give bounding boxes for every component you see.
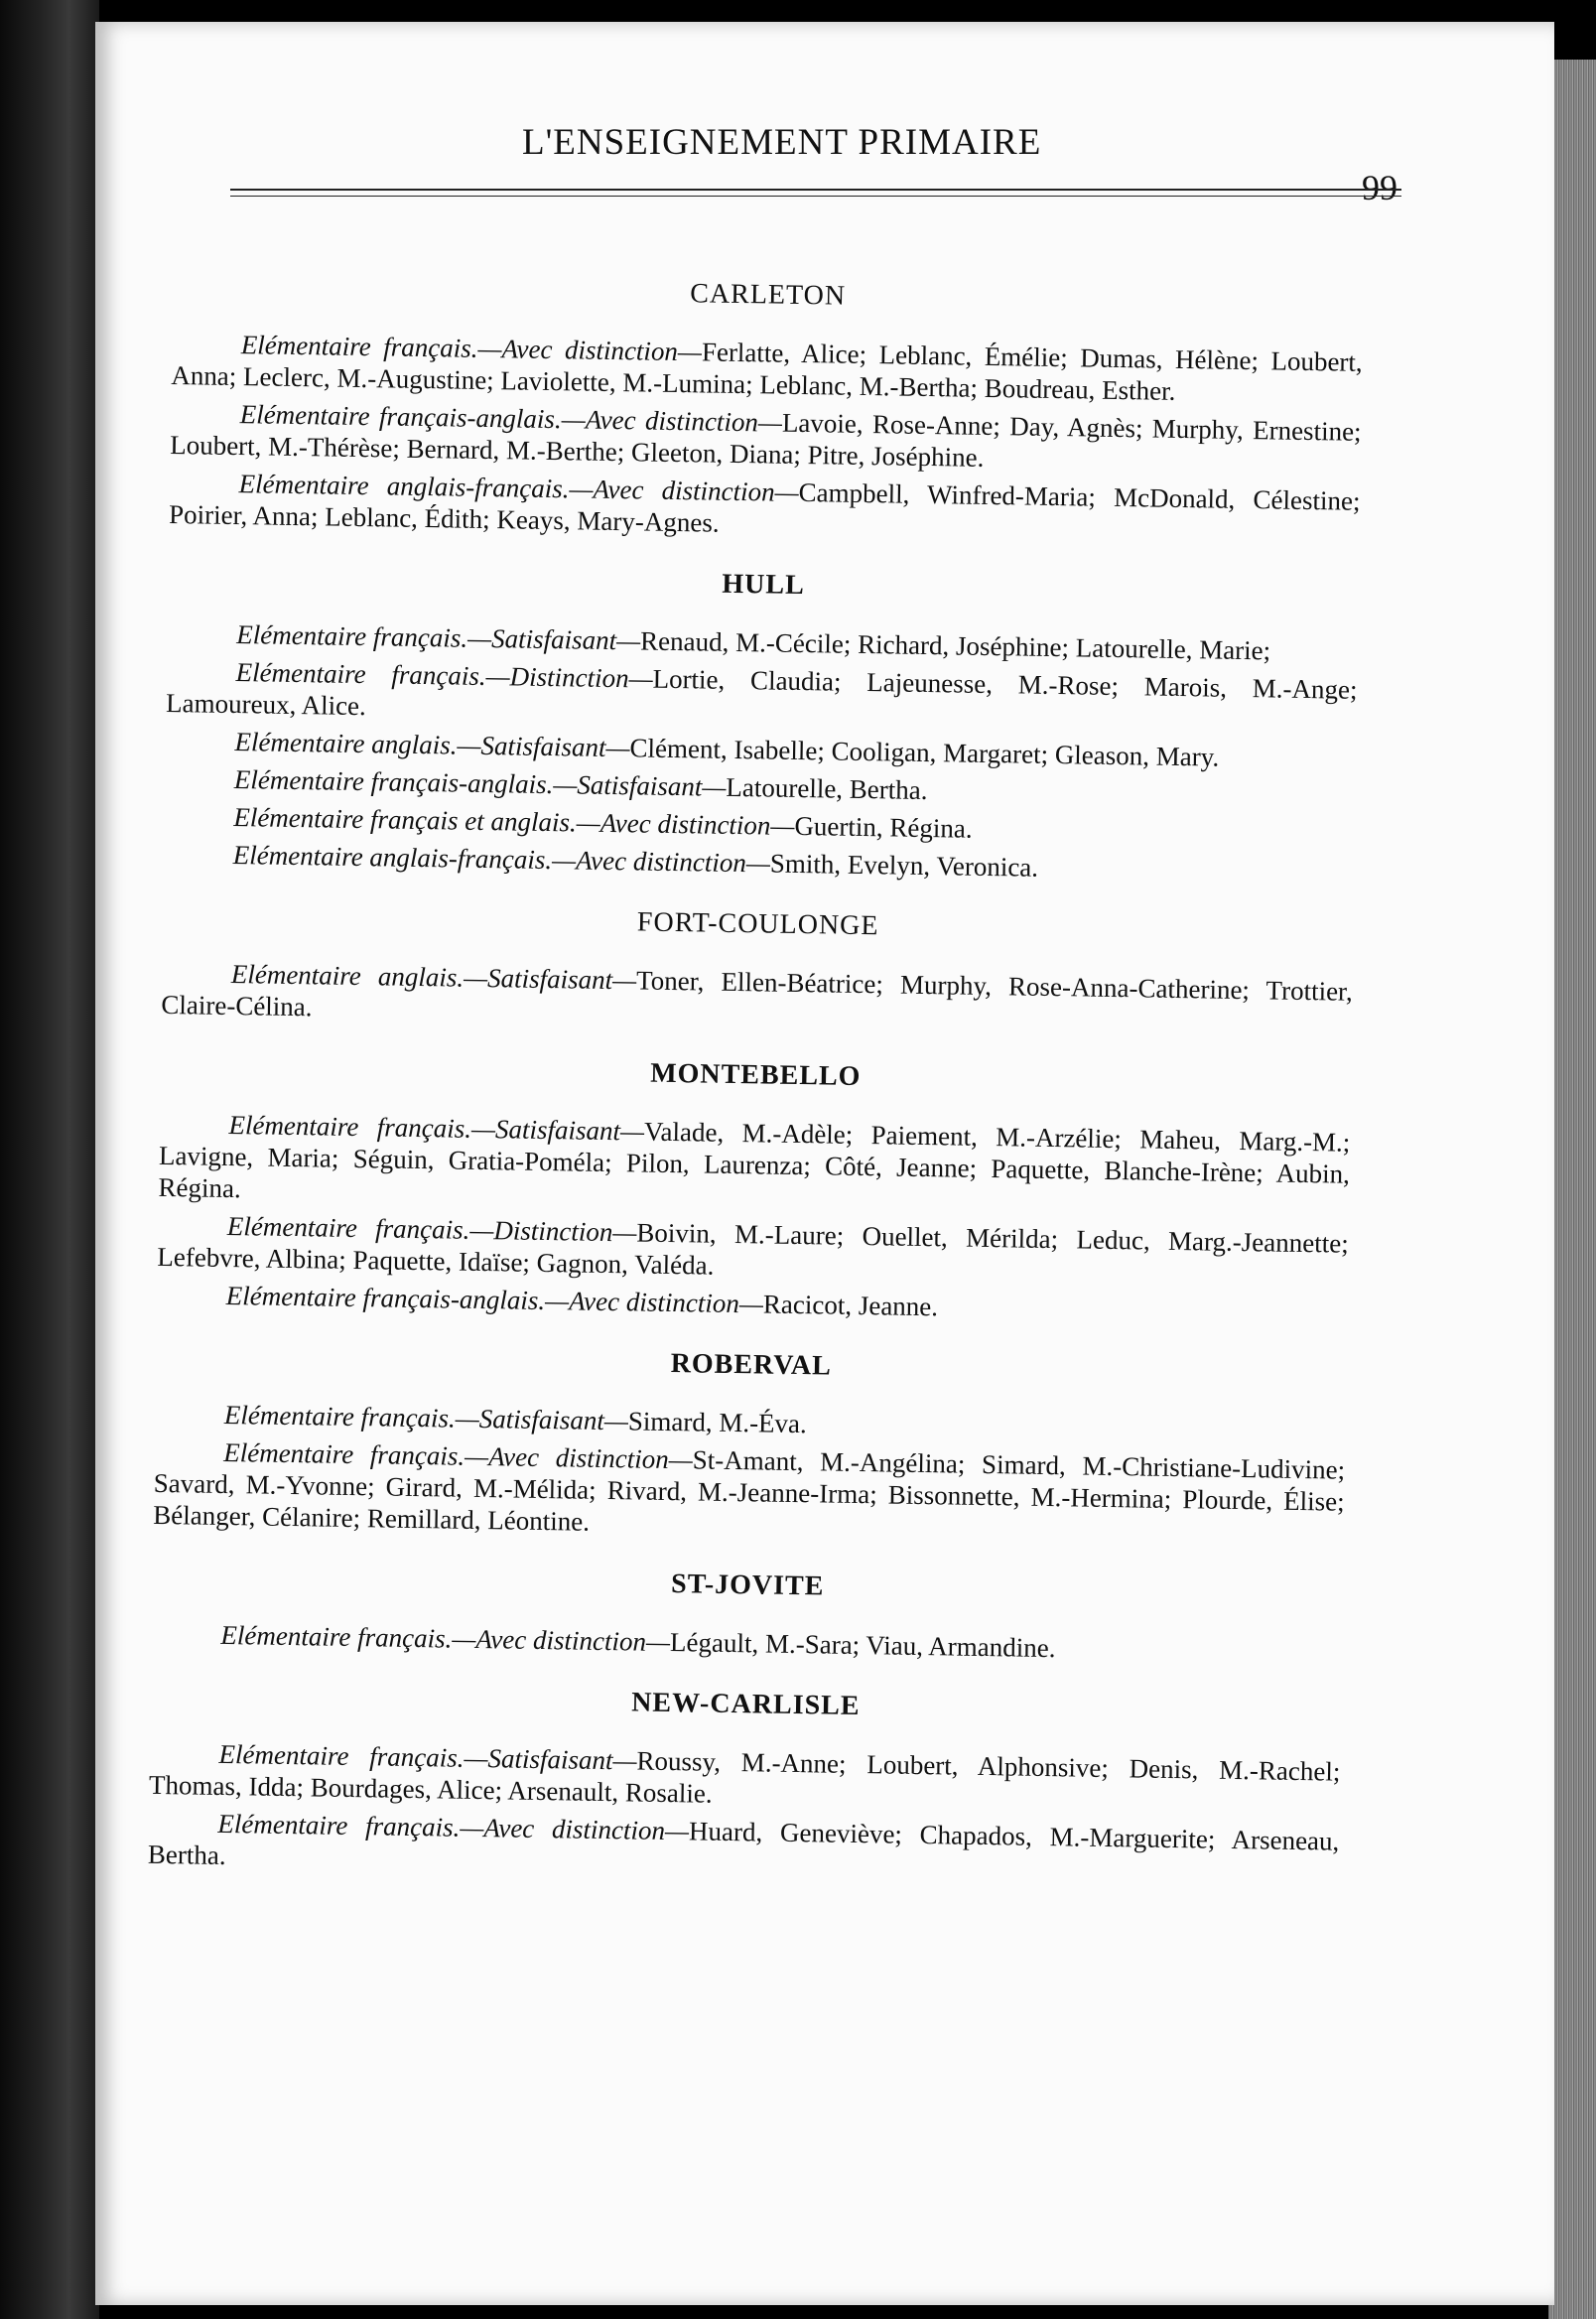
section-title: HULL xyxy=(722,568,806,602)
entry xyxy=(161,957,1353,1039)
entry-names: Renaud, M.-Cécile; Richard, Joséphine; Latourelle, Marie; xyxy=(639,625,1271,666)
section-title: ROBERVAL xyxy=(670,1348,833,1382)
book-page xyxy=(95,22,1554,2305)
entry-category: Elémentaire français-anglais.—Avec distinction— xyxy=(225,1280,764,1319)
section-title: ST-JOVITE xyxy=(670,1569,825,1602)
section-roberval xyxy=(153,1340,1347,1550)
entry-names: Smith, Evelyn, Veronica. xyxy=(769,848,1039,883)
entry-category: Elémentaire français.—Distinction— xyxy=(226,1210,637,1248)
entry-category: Elémentaire anglais.—Satisfaisant— xyxy=(230,959,637,996)
section-title: CARLETON xyxy=(690,278,847,312)
entry-category: Elémentaire français.—Satisfaisant— xyxy=(228,1109,645,1147)
entry-names: Racicot, Jeanne. xyxy=(762,1289,939,1322)
entry-names: Guertin, Régina. xyxy=(794,810,973,844)
entry xyxy=(153,1435,1345,1550)
entry-names: Toner, Ellen-Béatrice; Murphy, Rose-Anna-Catherine; Trottier, Claire-Célina. xyxy=(161,965,1353,1023)
entry-category: Elémentaire français.—Avec distinction— xyxy=(217,1808,690,1846)
page-content xyxy=(147,270,1364,1919)
entry-names: Lortie, Claudia; Lajeunesse, M.-Rose; Marois, M.-Ange; Lamoureux, Alice. xyxy=(165,663,1358,722)
entry xyxy=(170,397,1362,479)
entry-category: Elémentaire français.—Satisfaisant— xyxy=(218,1738,637,1776)
section-title: MONTEBELLO xyxy=(649,1057,862,1092)
entry-category: Elémentaire français et anglais.—Avec distinction— xyxy=(233,802,795,841)
header-rule-top xyxy=(230,189,1401,191)
entry-category: Elémentaire français.—Distinction— xyxy=(235,657,653,694)
entry-category: Elémentaire français.—Avec distinction— xyxy=(240,330,703,367)
entry-names: Boivin, M.-Laure; Ouellet, Mérilda; Leduc, Marg.-Jeannette; Lefebvre, Albina; Paquette, Idaïse; Gagnon, Valéda. xyxy=(157,1217,1349,1281)
entry-category: Elémentaire anglais.—Satisfaisant— xyxy=(234,727,630,763)
header-rule-bottom xyxy=(230,196,1401,197)
entry-category: Elémentaire français.—Avec distinction— xyxy=(223,1436,694,1475)
section-fort-coulonge xyxy=(161,899,1354,1039)
entry-category: Elémentaire anglais-français.—Avec distinction— xyxy=(232,840,771,879)
entry xyxy=(148,1807,1340,1889)
entry-names: Légault, M.-Sara; Viau, Armandine. xyxy=(669,1627,1056,1664)
section-st-jovite xyxy=(151,1561,1343,1669)
entry xyxy=(169,467,1361,549)
entry-names: St-Amant, M.-Angélina; Simard, M.-Christiane-Ludivine; Savard, M.-Yvonne; Girard, M.-Mélida; Rivard, M.-Jeanne-Irma; Bissonnette, M.-Hermina; Plourde, Élise; Bélanger, Célanire; Remillard, Léontine. xyxy=(153,1444,1346,1537)
page-edges xyxy=(1548,60,1596,2319)
entry-category: Elémentaire français.—Satisfaisant— xyxy=(236,619,641,656)
entry-names: Simard, M.-Éva. xyxy=(627,1406,808,1439)
entry xyxy=(157,1209,1349,1292)
entry xyxy=(151,1618,1342,1669)
entry-names: Ferlatte, Alice; Leblanc, Émélie; Dumas, Hélène; Loubert, Anna; Leclerc, M.-Augustine; Laviolette, M.-Lumina; Leblanc, M.-Bertha; Boudreau, Esther. xyxy=(171,337,1363,406)
entry-names: Roussy, M.-Anne; Loubert, Alphonsive; Denis, M.-Rachel; Thomas, Idda; Bourdages, Alice; Arsenault, Rosalie. xyxy=(148,1745,1341,1809)
page-number: 99 xyxy=(1362,168,1397,207)
entry-category: Elémentaire français-anglais.—Avec distinction— xyxy=(239,399,783,438)
section-hull xyxy=(164,560,1360,888)
section-title: NEW-CARLISLE xyxy=(630,1687,861,1722)
entry-category: Elémentaire français.—Avec distinction— xyxy=(220,1619,671,1658)
entry-names: Valade, M.-Adèle; Paiement, M.-Arzélie; Maheu, Marg.-M.; Lavigne, Maria; Séguin, Gratia-Poméla; Pilon, Laurenza; Côté, Jeanne; Paquette, Blanche-Irène; Aubin, Régina. xyxy=(158,1116,1351,1204)
entry xyxy=(171,328,1363,410)
entry-names: Lavoie, Rose-Anne; Day, Agnès; Murphy, Ernestine; Loubert, M.-Thérèse; Bernard, M.-Berthe; Gleeton, Diana; Pitre, Joséphine. xyxy=(169,407,1362,473)
section-carleton xyxy=(169,270,1364,549)
running-header: L'ENSEIGNEMENT PRIMAIRE xyxy=(522,122,1042,163)
book-gutter xyxy=(0,0,99,2319)
section-montebello xyxy=(157,1050,1352,1329)
section-title: FORT-COULONGE xyxy=(636,906,879,942)
entry xyxy=(158,1108,1350,1222)
entry-names: Huard, Geneviève; Chapados, M.-Marguerite; Arseneau, Bertha. xyxy=(147,1816,1340,1871)
entry-category: Elémentaire français-anglais.—Satisfaisant— xyxy=(233,764,727,802)
entry-names: Latourelle, Bertha. xyxy=(726,771,928,806)
section-new-carlisle xyxy=(148,1680,1342,1889)
entry-names: Campbell, Winfred-Maria; McDonald, Célestine; Poirier, Anna; Leblanc, Édith; Keays, Mary-Agnes. xyxy=(168,477,1361,538)
entry xyxy=(149,1737,1341,1820)
entry xyxy=(166,655,1358,738)
entry-names: Clément, Isabelle; Cooligan, Margaret; Gleason, Mary. xyxy=(629,733,1220,772)
entry-category: Elémentaire français.—Satisfaisant— xyxy=(223,1399,629,1436)
entry-category: Elémentaire anglais-français.—Avec distinction— xyxy=(238,469,799,507)
